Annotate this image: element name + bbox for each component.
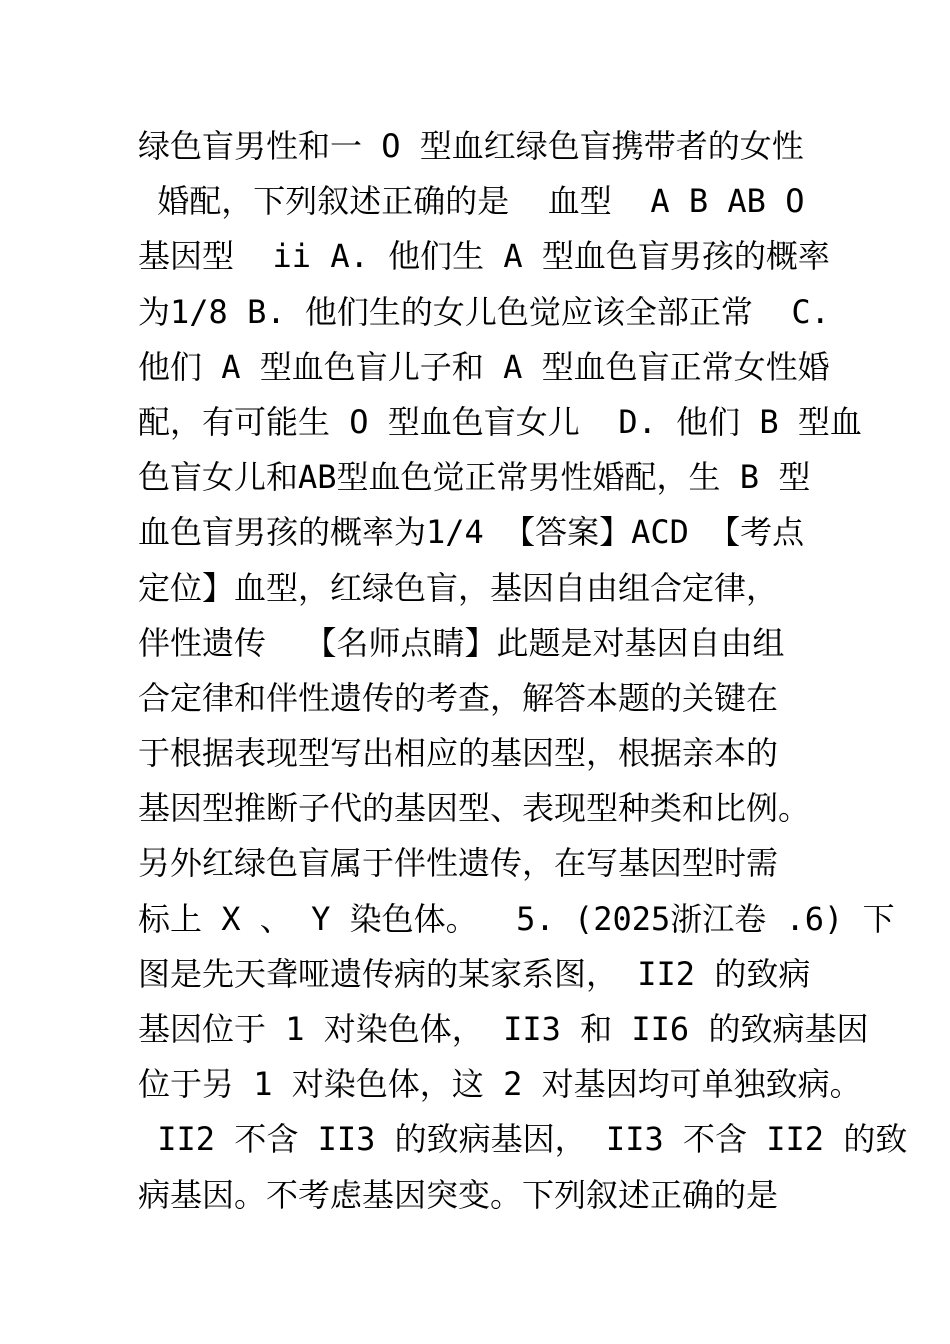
text-line: 合定律和伴性遗传的考查，解答本题的关键在: [138, 678, 779, 717]
body-text: [138, 119, 908, 1223]
text-line: 血色盲男孩的概率为1/4 【答案】ACD 【考点: [138, 513, 805, 552]
text-line: 为1/8 B. 他们生的女儿色觉应该全部正常 C.: [138, 292, 830, 331]
text-line: 伴性遗传 【名师点睛】此题是对基因自由组: [138, 623, 785, 662]
text-line: 定位】血型，红绿色盲，基因自由组合定律，: [138, 568, 779, 607]
text-line: 位于另 1 对染色体，这 2 对基因均可单独致病。: [138, 1065, 862, 1104]
text-line: 他们 A 型血色盲儿子和 A 型血色盲正常女性婚: [138, 347, 830, 386]
text-line: 病基因。不考虑基因突变。下列叙述正确的是: [138, 1175, 779, 1214]
text-line: 图是先天聋哑遗传病的某家系图， II2 的致病: [138, 954, 811, 993]
text-line: 基因位于 1 对染色体， II3 和 II6 的致病基因: [138, 1010, 869, 1048]
text-line: II2 不含 II3 的致病基因， II3 不含 II2 的致: [138, 1120, 908, 1159]
text-line: 配，有可能生 O 型血色盲女儿 D. 他们 B 型血: [138, 402, 862, 441]
text-line: 标上 X 、 Y 染色体。 5. (2025浙江卷 .6) 下: [138, 899, 895, 938]
text-line: 色盲女儿和AB型血色觉正常男性婚配，生 B 型: [138, 458, 811, 497]
text-line: 另外红绿色盲属于伴性遗传，在写基因型时需: [138, 844, 779, 883]
text-line: 婚配，下列叙述正确的是 血型 A B AB O: [138, 182, 805, 221]
text-line: 于根据表现型写出相应的基因型，根据亲本的: [138, 734, 779, 773]
text-line: 基因型 ii A. 他们生 A 型血色盲男孩的概率: [138, 237, 830, 276]
text-line: 绿色盲男性和一 O 型血红绿色盲携带者的女性: [138, 127, 804, 165]
text-line: 基因型推断子代的基因型、表现型种类和比例。: [138, 789, 811, 828]
